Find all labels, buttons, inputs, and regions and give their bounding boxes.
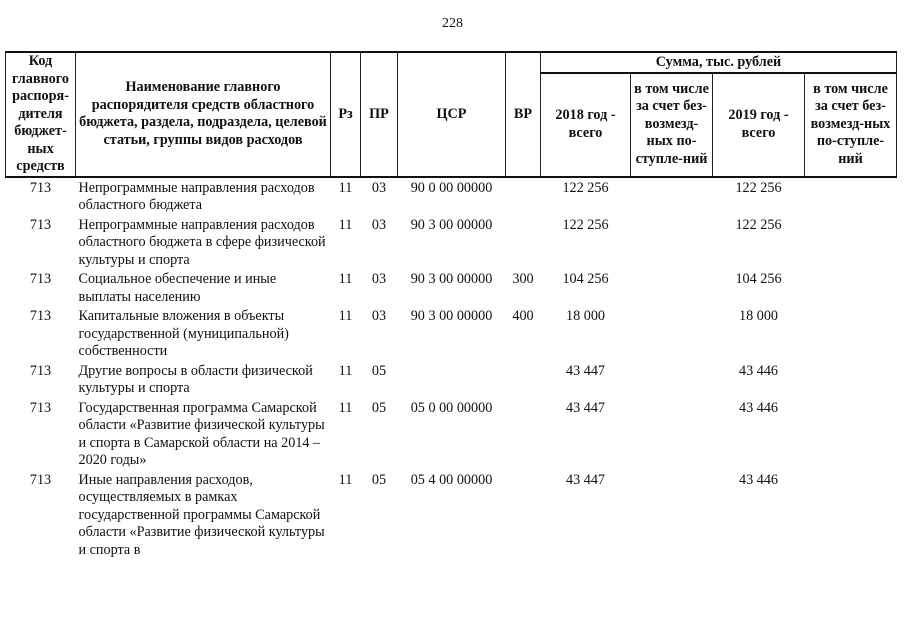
cell-pr: 05 — [371, 471, 387, 488]
header-code: Код главного распоря-дителя бюджет-ных средств — [6, 52, 76, 177]
cell-pr: 05 — [371, 399, 387, 416]
header-2019-free: в том числе за счет без-возмезд-ных по-ступле-ний — [805, 73, 897, 177]
cell-name: Другие вопросы в области физической культуры и спорта — [78, 362, 313, 396]
cell-2018-total: 43 447 — [565, 362, 605, 379]
cell-2018-total: 122 256 — [562, 216, 609, 233]
table-row — [6, 177, 897, 215]
cell-csr: 05 0 00 00000 — [410, 399, 493, 416]
cell-2019-free — [805, 177, 897, 215]
cell-rz: 11 — [338, 271, 353, 287]
cell-pr: 05 — [371, 362, 387, 379]
cell-code: 713 — [29, 399, 52, 416]
cell-vr — [506, 177, 541, 215]
cell-2019-total: 122 256 — [735, 179, 782, 196]
cell-vr: 300 — [512, 271, 534, 287]
cell-2019-free — [805, 215, 897, 270]
table-row — [6, 215, 897, 270]
cell-csr: 05 4 00 00000 — [410, 471, 493, 488]
cell-2018-free — [631, 215, 713, 270]
cell-2018-free — [631, 398, 713, 470]
cell-rz: 11 — [338, 179, 353, 196]
cell-csr: 90 0 00 00000 — [410, 179, 493, 196]
cell-rz: 11 — [338, 471, 353, 488]
page-number: 228 — [442, 16, 463, 31]
cell-vr — [506, 361, 541, 398]
header-2018-total: 2018 год - всего — [541, 73, 631, 177]
table-row — [6, 269, 897, 306]
cell-2019-total: 43 446 — [738, 399, 778, 416]
cell-rz: 11 — [338, 216, 353, 233]
cell-pr: 03 — [371, 308, 387, 324]
cell-name: Непрограммные направления расходов областного бюджета в сфере физической культуры и спорта — [78, 216, 326, 268]
cell-2019-total: 43 446 — [738, 362, 778, 379]
header-rz: Рз — [331, 52, 361, 177]
cell-csr: 90 3 00 00000 — [410, 271, 493, 287]
cell-2019-free — [805, 470, 897, 560]
cell-pr: 03 — [371, 216, 387, 233]
cell-pr: 03 — [371, 179, 387, 196]
cell-2018-free — [631, 269, 713, 306]
header-name: Наименование главного распорядителя средств областного бюджета, раздела, подраздела, целевой статьи, группы видов расходов — [76, 52, 331, 177]
cell-2018-free — [631, 470, 713, 560]
table-row — [6, 470, 897, 560]
cell-code: 713 — [29, 308, 52, 324]
cell-code: 713 — [29, 271, 52, 287]
table-row — [6, 398, 897, 470]
budget-table — [5, 51, 897, 559]
cell-2018-free — [631, 177, 713, 215]
cell-2018-total: 104 256 — [562, 271, 609, 287]
cell-name: Капитальные вложения в объекты государственной (муниципальной) собственности — [78, 308, 289, 359]
cell-2018-total: 43 447 — [565, 471, 605, 488]
cell-vr — [506, 215, 541, 270]
cell-2019-free — [805, 306, 897, 361]
cell-2018-total: 18 000 — [565, 308, 605, 324]
cell-2019-free — [805, 398, 897, 470]
cell-rz: 11 — [338, 362, 353, 379]
table-row — [6, 306, 897, 361]
cell-csr — [398, 361, 506, 398]
header-pr: ПР — [361, 52, 398, 177]
cell-name: Непрограммные направления расходов областного бюджета — [78, 179, 315, 213]
cell-name: Социальное обеспечение и иные выплаты населению — [78, 271, 277, 305]
cell-2019-total: 104 256 — [735, 271, 782, 287]
header-sum: Сумма, тыс. рублей — [541, 52, 897, 73]
cell-vr — [506, 470, 541, 560]
cell-pr: 03 — [371, 271, 387, 287]
cell-2018-total: 122 256 — [562, 179, 609, 196]
cell-code: 713 — [29, 179, 52, 196]
cell-2018-free — [631, 361, 713, 398]
cell-vr: 400 — [512, 308, 534, 324]
cell-code: 713 — [29, 216, 52, 233]
cell-2018-total: 43 447 — [565, 399, 605, 416]
cell-vr — [506, 398, 541, 470]
cell-2019-total: 43 446 — [738, 471, 778, 488]
header-csr: ЦСР — [398, 52, 506, 177]
header-2018-free: в том числе за счет без-возмезд-ных по-ступле-ний — [631, 73, 713, 177]
cell-name: Государственная программа Самарской области «Развитие физической культуры и спорта в Самарской области на 2014 – 2020 годы» — [78, 399, 325, 468]
cell-code: 713 — [29, 362, 52, 379]
cell-2019-total: 122 256 — [735, 216, 782, 233]
header-vr: ВР — [506, 52, 541, 177]
cell-2019-free — [805, 269, 897, 306]
cell-csr: 90 3 00 00000 — [410, 216, 493, 233]
cell-csr: 90 3 00 00000 — [410, 308, 493, 324]
header-2019-total: 2019 год - всего — [713, 73, 805, 177]
cell-2019-total: 18 000 — [738, 308, 778, 324]
cell-2018-free — [631, 306, 713, 361]
table-row — [6, 361, 897, 398]
cell-code: 713 — [29, 471, 52, 488]
cell-rz: 11 — [338, 308, 353, 324]
cell-2019-free — [805, 361, 897, 398]
cell-rz: 11 — [338, 399, 353, 416]
cell-name: Иные направления расходов, осуществляемых в рамках государственной программы Самарской области «Развитие физической культуры и спорта в — [78, 471, 325, 558]
